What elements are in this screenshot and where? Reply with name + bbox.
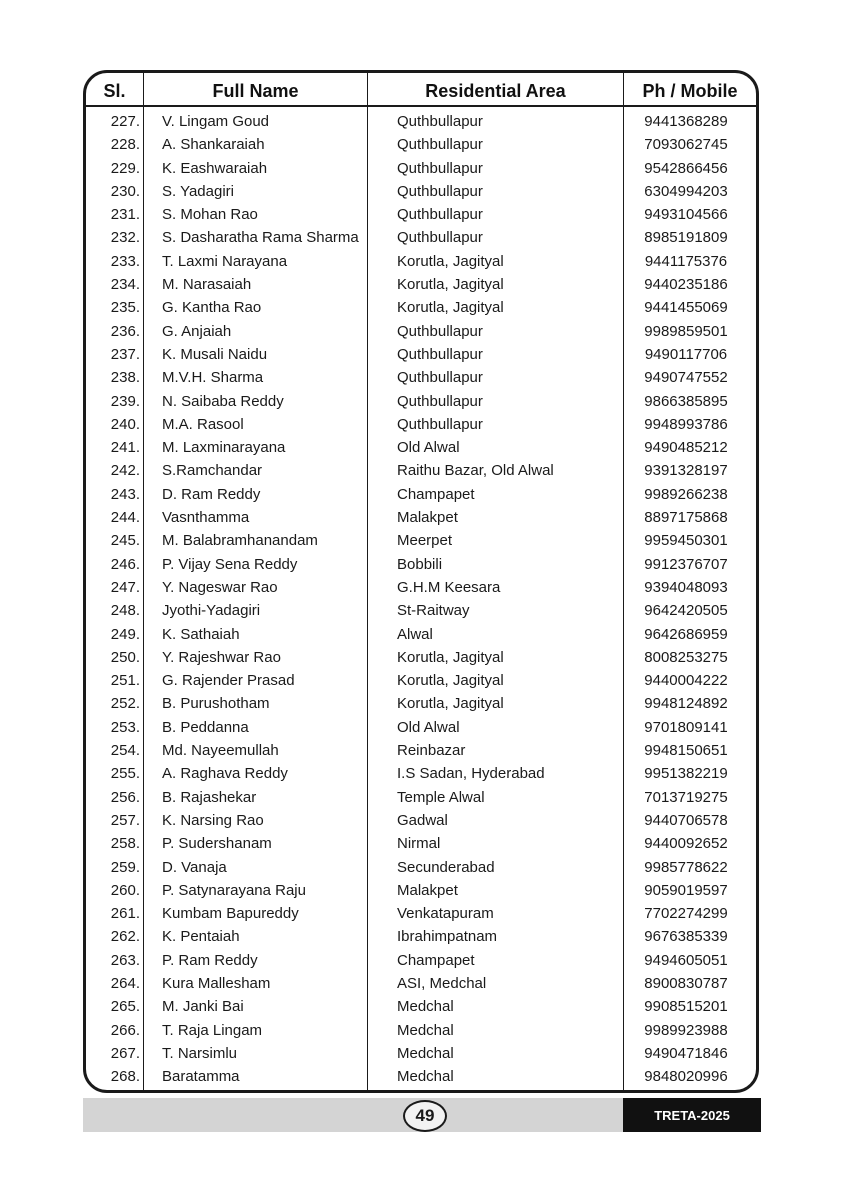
cell-full-name: Jyothi-Yadagiri — [162, 602, 261, 620]
cell-residential-area: Alwal — [397, 625, 433, 643]
table-row — [86, 413, 756, 436]
cell-phone: 9948150651 — [644, 742, 728, 760]
cell-residential-area: Malakpet — [397, 881, 458, 899]
cell-phone: 7013719275 — [644, 788, 728, 806]
cell-sl: 233. — [110, 252, 140, 270]
cell-phone: 9866385895 — [644, 392, 728, 410]
table-row — [86, 856, 756, 879]
table-row — [86, 879, 756, 902]
cell-phone: 9948993786 — [644, 415, 728, 433]
cell-sl: 246. — [110, 555, 140, 573]
cell-phone: 9642420505 — [644, 602, 728, 620]
table-row — [86, 273, 756, 296]
table-row — [86, 320, 756, 343]
cell-residential-area: Ibrahimpatnam — [397, 928, 498, 946]
cell-phone: 9394048093 — [644, 578, 728, 596]
table-row — [86, 553, 756, 576]
table-body — [86, 110, 756, 1088]
cell-full-name: Baratamma — [162, 1068, 240, 1086]
cell-phone: 9493104566 — [644, 206, 728, 224]
cell-full-name: K. Pentaiah — [162, 928, 240, 946]
cell-sl: 259. — [110, 858, 140, 876]
table-row — [86, 623, 756, 646]
cell-full-name: K. Musali Naidu — [162, 345, 268, 363]
cell-phone: 9441455069 — [644, 299, 728, 317]
table-row — [86, 902, 756, 925]
cell-phone: 8008253275 — [644, 648, 728, 666]
cell-residential-area: Medchal — [397, 1044, 454, 1062]
cell-phone: 8985191809 — [644, 229, 728, 247]
cell-residential-area: Raithu Bazar, Old Alwal — [397, 462, 554, 480]
cell-phone: 9494605051 — [644, 951, 728, 969]
cell-phone: 9676385339 — [644, 928, 728, 946]
cell-residential-area: Quthbullapur — [397, 369, 483, 387]
cell-residential-area: Gadwal — [397, 811, 448, 829]
cell-residential-area: Quthbullapur — [397, 206, 483, 224]
cell-full-name: B. Peddanna — [162, 718, 249, 736]
cell-full-name: P. Satynarayana Raju — [162, 881, 306, 899]
cell-sl: 236. — [110, 322, 140, 340]
cell-phone: 9441368289 — [644, 113, 728, 130]
cell-phone: 8897175868 — [644, 509, 728, 527]
cell-full-name: S.Ramchandar — [162, 462, 263, 480]
cell-phone: 9989923988 — [644, 1021, 728, 1039]
cell-sl: 231. — [110, 206, 140, 224]
cell-sl: 254. — [110, 742, 140, 760]
cell-full-name: G. Kantha Rao — [162, 299, 262, 317]
table-header — [86, 73, 756, 107]
table-row — [86, 809, 756, 832]
cell-full-name: Kura Mallesham — [162, 974, 271, 992]
cell-full-name: K. Narsing Rao — [162, 811, 264, 829]
cell-residential-area: Korutla, Jagityal — [397, 252, 504, 270]
cell-phone: 9701809141 — [644, 718, 728, 736]
cell-phone: 9985778622 — [644, 858, 728, 876]
cell-sl: 248. — [110, 602, 140, 620]
table-row — [86, 529, 756, 552]
cell-phone: 9440092652 — [644, 835, 728, 853]
table-row — [86, 343, 756, 366]
table-row — [86, 739, 756, 762]
cell-sl: 252. — [110, 695, 140, 713]
table-row — [86, 390, 756, 413]
cell-full-name: P. Vijay Sena Reddy — [162, 555, 298, 573]
cell-residential-area: ASI, Medchal — [397, 974, 487, 992]
cell-full-name: T. Raja Lingam — [162, 1021, 263, 1039]
table-row — [86, 786, 756, 809]
cell-residential-area: Nirmal — [397, 835, 441, 853]
header-full-name: Full Name — [212, 81, 299, 101]
table-row — [86, 203, 756, 226]
cell-sl: 268. — [110, 1068, 140, 1086]
cell-residential-area: Old Alwal — [397, 439, 460, 457]
table-row — [86, 436, 756, 459]
cell-sl: 251. — [110, 672, 140, 690]
cell-residential-area: Old Alwal — [397, 718, 460, 736]
cell-full-name: D. Ram Reddy — [162, 485, 261, 503]
table-row — [86, 669, 756, 692]
cell-phone: 9490747552 — [644, 369, 728, 387]
table-row — [86, 366, 756, 389]
cell-residential-area: Quthbullapur — [397, 159, 483, 177]
cell-sl: 266. — [110, 1021, 140, 1039]
cell-residential-area: Quthbullapur — [397, 113, 483, 130]
table-row — [86, 110, 756, 133]
table-row — [86, 483, 756, 506]
page-number: 49 — [403, 1100, 447, 1132]
cell-residential-area: Secunderabad — [397, 858, 495, 876]
table-row — [86, 506, 756, 529]
cell-full-name: P. Sudershanam — [162, 835, 272, 853]
cell-phone: 9490471846 — [644, 1044, 728, 1062]
header-sl: Sl. — [103, 81, 126, 101]
cell-full-name: B. Purushotham — [162, 695, 270, 713]
header-residential-area: Residential Area — [425, 81, 566, 101]
cell-full-name: Y. Nageswar Rao — [162, 578, 278, 596]
cell-residential-area: Korutla, Jagityal — [397, 276, 504, 294]
cell-full-name: M.V.H. Sharma — [162, 369, 264, 387]
cell-full-name: K. Sathaiah — [162, 625, 240, 643]
footer-band — [83, 1098, 623, 1132]
cell-sl: 229. — [110, 159, 140, 177]
cell-full-name: G. Rajender Prasad — [162, 672, 295, 690]
cell-full-name: T. Laxmi Narayana — [162, 252, 288, 270]
cell-full-name: A. Raghava Reddy — [162, 765, 288, 783]
cell-residential-area: Meerpet — [397, 532, 453, 550]
cell-sl: 267. — [110, 1044, 140, 1062]
table-row — [86, 762, 756, 785]
table-row — [86, 459, 756, 482]
cell-sl: 244. — [110, 509, 140, 527]
cell-sl: 240. — [110, 415, 140, 433]
cell-full-name: D. Vanaja — [162, 858, 227, 876]
cell-residential-area: Venkatapuram — [397, 905, 494, 923]
table-row — [86, 250, 756, 273]
header-phone: Ph / Mobile — [642, 81, 738, 101]
cell-full-name: T. Narsimlu — [162, 1044, 238, 1062]
table-row — [86, 949, 756, 972]
table-row — [86, 296, 756, 319]
cell-phone: 9059019597 — [644, 881, 728, 899]
cell-phone: 9848020996 — [644, 1068, 728, 1086]
cell-sl: 230. — [110, 182, 140, 200]
cell-residential-area: Quthbullapur — [397, 182, 483, 200]
cell-phone: 9440706578 — [644, 811, 728, 829]
cell-phone: 9908515201 — [644, 998, 728, 1016]
cell-residential-area: Korutla, Jagityal — [397, 648, 504, 666]
cell-sl: 242. — [110, 462, 140, 480]
cell-sl: 249. — [110, 625, 140, 643]
cell-full-name: K. Eashwaraiah — [162, 159, 268, 177]
cell-residential-area: Medchal — [397, 1068, 454, 1086]
cell-phone: 9490117706 — [644, 345, 728, 363]
cell-phone: 9440235186 — [644, 276, 728, 294]
cell-full-name: M.A. Rasool — [162, 415, 244, 433]
table-row — [86, 692, 756, 715]
cell-sl: 260. — [110, 881, 140, 899]
cell-sl: 237. — [110, 345, 140, 363]
cell-full-name: V. Lingam Goud — [162, 113, 270, 130]
table-row — [86, 995, 756, 1018]
cell-residential-area: I.S Sadan, Hyderabad — [397, 765, 545, 783]
cell-full-name: M. Janki Bai — [162, 998, 244, 1016]
cell-residential-area: Korutla, Jagityal — [397, 672, 504, 690]
cell-phone: 9490485212 — [644, 439, 728, 457]
cell-sl: 245. — [110, 532, 140, 550]
cell-sl: 243. — [110, 485, 140, 503]
table-row — [86, 832, 756, 855]
table-row — [86, 1019, 756, 1042]
members-table — [83, 70, 759, 1093]
cell-full-name: M. Narasaiah — [162, 276, 252, 294]
cell-residential-area: Korutla, Jagityal — [397, 695, 504, 713]
cell-residential-area: G.H.M Keesara — [397, 578, 501, 596]
cell-sl: 253. — [110, 718, 140, 736]
cell-residential-area: Quthbullapur — [397, 392, 483, 410]
cell-phone: 7093062745 — [644, 136, 728, 154]
cell-residential-area: Malakpet — [397, 509, 458, 527]
table-row — [86, 133, 756, 156]
cell-residential-area: St-Raitway — [397, 602, 470, 620]
cell-full-name: B. Rajashekar — [162, 788, 257, 806]
cell-residential-area: Quthbullapur — [397, 229, 483, 247]
cell-residential-area: Bobbili — [397, 555, 443, 573]
cell-residential-area: Reinbazar — [397, 742, 466, 760]
cell-phone: 7702274299 — [644, 905, 728, 923]
cell-full-name: Md. Nayeemullah — [162, 742, 279, 760]
cell-sl: 232. — [110, 229, 140, 247]
table-row — [86, 180, 756, 203]
cell-phone: 9989859501 — [644, 322, 728, 340]
table-row — [86, 226, 756, 249]
table-row — [86, 1065, 756, 1088]
cell-full-name: P. Ram Reddy — [162, 951, 258, 969]
cell-residential-area: Temple Alwal — [397, 788, 485, 806]
cell-phone: 9989266238 — [644, 485, 728, 503]
cell-sl: 227. — [110, 113, 140, 130]
cell-phone: 9948124892 — [644, 695, 728, 713]
cell-sl: 234. — [110, 276, 140, 294]
cell-phone: 9441175376 — [644, 252, 728, 270]
cell-full-name: G. Anjaiah — [162, 322, 232, 340]
cell-phone: 9391328197 — [644, 462, 728, 480]
cell-phone: 6304994203 — [644, 182, 728, 200]
cell-sl: 250. — [110, 648, 140, 666]
table-row — [86, 157, 756, 180]
cell-residential-area: Champapet — [397, 485, 475, 503]
cell-sl: 257. — [110, 811, 140, 829]
table-row — [86, 1042, 756, 1065]
table-row — [86, 646, 756, 669]
cell-sl: 262. — [110, 928, 140, 946]
table-row — [86, 576, 756, 599]
cell-full-name: S. Dasharatha Rama Sharma — [162, 229, 359, 247]
table-row — [86, 599, 756, 622]
cell-full-name: M. Laxminarayana — [162, 439, 286, 457]
cell-full-name: Kumbam Bapureddy — [162, 905, 299, 923]
cell-residential-area: Medchal — [397, 1021, 454, 1039]
cell-residential-area: Quthbullapur — [397, 136, 483, 154]
cell-phone: 9642686959 — [644, 625, 728, 643]
cell-sl: 264. — [110, 974, 140, 992]
cell-full-name: A. Shankaraiah — [162, 136, 265, 154]
cell-sl: 265. — [110, 998, 140, 1016]
cell-phone: 9542866456 — [644, 159, 728, 177]
cell-sl: 263. — [110, 951, 140, 969]
cell-residential-area: Champapet — [397, 951, 475, 969]
cell-sl: 258. — [110, 835, 140, 853]
cell-sl: 256. — [110, 788, 140, 806]
cell-residential-area: Quthbullapur — [397, 322, 483, 340]
cell-full-name: N. Saibaba Reddy — [162, 392, 284, 410]
footer-label: TRETA-2025 — [623, 1098, 761, 1132]
cell-residential-area: Korutla, Jagityal — [397, 299, 504, 317]
cell-sl: 255. — [110, 765, 140, 783]
cell-full-name: S. Yadagiri — [162, 182, 234, 200]
table-row — [86, 925, 756, 948]
cell-sl: 238. — [110, 369, 140, 387]
cell-phone: 9951382219 — [644, 765, 728, 783]
cell-sl: 228. — [110, 136, 140, 154]
cell-phone: 9912376707 — [644, 555, 728, 573]
cell-sl: 241. — [110, 439, 140, 457]
cell-full-name: Vasnthamma — [162, 509, 250, 527]
cell-phone: 9440004222 — [644, 672, 728, 690]
cell-full-name: M. Balabramhanandam — [162, 532, 318, 550]
cell-phone: 8900830787 — [644, 974, 728, 992]
cell-sl: 247. — [110, 578, 140, 596]
table-row — [86, 716, 756, 739]
cell-full-name: S. Mohan Rao — [162, 206, 258, 224]
cell-residential-area: Quthbullapur — [397, 415, 483, 433]
cell-sl: 261. — [110, 905, 140, 923]
cell-residential-area: Medchal — [397, 998, 454, 1016]
cell-sl: 239. — [110, 392, 140, 410]
table-row — [86, 972, 756, 995]
cell-sl: 235. — [110, 299, 140, 317]
cell-full-name: Y. Rajeshwar Rao — [162, 648, 281, 666]
cell-residential-area: Quthbullapur — [397, 345, 483, 363]
cell-phone: 9959450301 — [644, 532, 728, 550]
